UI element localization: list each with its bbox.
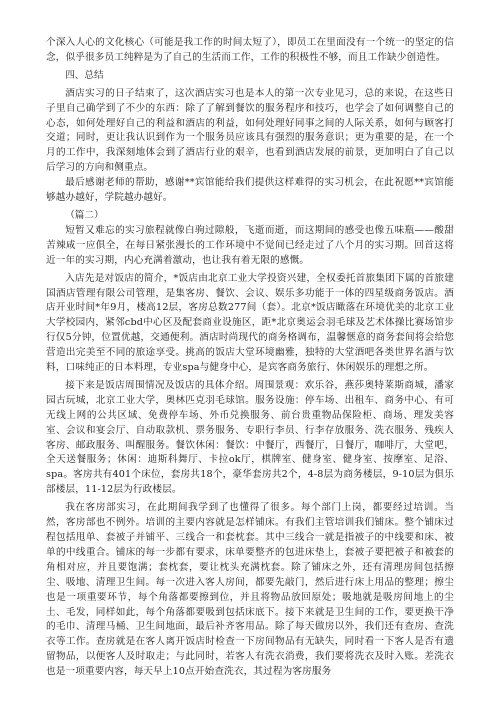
paragraph-thanks: 最后感谢老师的帮助，感谢**宾馆能给我们提供这样难得的实习机会，在此祝愿**宾馆能够越办越好，学院越办越好。 [46, 177, 454, 204]
paragraph-hotel-details: 接下来是饭店周围情况及饭店的具体介绍。周围景观：欢乐谷，燕莎奥特莱斯商城，潘家园古玩城，北京工业大学，奥林匹克羽毛球馆。服务设施：停车场、出租车、商务中心、有可无线上网的公共区域、免费停车场、外币兑换服务、前台贵重物品保险柜、商场、理发美容室、会议和宴会厅、自动取款机、票务服务、专职行李员、行李存放服务、洗衣服务、残疾人客房、邮政服务、叫醒服务。餐饮休闲：餐饮：中餐厅，西餐厅，日餐厅，咖啡厅，大堂吧，全天送餐服务；休闲：迪斯科舞厅、卡拉ok厅，棋牌室、健身室、健身室、按摩室、足浴、spa。客房共有401个床位，套房共18个，豪华套房共2个，4-8层为商务楼层，9-10层为俱乐部楼层，11-12层为行政楼层。 [46, 379, 454, 496]
paragraph-continued: 个深入人心的文化核心（可能是我工作的时间太短了），即员工在里面没有一个统一的坚定的信念，似乎很多员工纯粹是为了自己的生活而工作，工作的积极性不够，而且工作缺少创造性。 [46, 37, 454, 63]
section-heading-part-two: （篇二） [65, 209, 104, 221]
paragraph-housekeeping: 我在客房部实习，在此期间我学到了也懂得了很多。每个部门上岗，都要经过培训。当然，客房部也不例外。培训的主要内容就是怎样铺床。有我们主管培训我们铺床。整个铺床过程包括甩单、套被子并铺平、三线合一和套枕套。其中三线合一就是指被子的中线要和床、被单的中线重合。铺床的每一步都有要求，床单要整齐的包进床垫上，套被子要把被子和被套的角相对应，并且要饱满；套枕套，要让枕头充满枕套。除了铺床之外，还有清理房间包括擦尘、吸地、清理卫生间。每一次进入客人房间，都要先敲门，然后进行床上用品的整理；擦尘也是一项重要环节，每个角落都要擦到位，并且将物品放回原处；吸地就是吸房间地上的尘土、毛发，同样如此，每个角落都要吸到包括床底下。接下来就是卫生间的工作，要更换干净的毛巾、清理马桶、卫生间地面，最后补齐客用品。除了每天做房以外，我们还有查房、查洗衣等工作。查房就是在客人离开饭店时检查一下房间物品有无缺失，同时看一下客人是否有遗留物品，以便客人及时取走；与此同时，若客人有洗衣消费，我们要将洗衣及时入账。差洗衣也是一项重要内容，每天早上10点开始查洗衣，其过程为客房服务 [46, 502, 454, 678]
paragraph-intro: 短暂又难忘的实习旅程就像白驹过隙般，飞逝而逝，而这期间的感受也像五味瓶——酸甜苦辣咸一应俱全，在每日紧张漫长的工作环境中不觉间已经走过了八个月的实习期。回首这将近一年的实习期，内心充满着激动，也让我有着无限的感慨。 [46, 224, 454, 266]
section-heading-summary: 四、总结 [65, 69, 104, 81]
paragraph-summary: 酒店实习的日子结束了，这次酒店实习也是本人的第一次专业见习，总的来说，在这些日子里自己确学到了不少的东西：除了了解到餐饮的服务程序和技巧，也学会了如何调整自己的心态，如何处理好自己的利益和酒店的利益，如何处理好同事之间的人际关系，如何与顾客打交道；同时，更让我认识到作为一个服务员应该具有强烈的服务意识；更为重要的是，在一个月的工作中，我深刻地体会到了酒店行业的艰辛，也看到酒店发展的前景，更加明白了自己以后学习的方向和侧重点。 [46, 87, 454, 174]
paragraph-hotel-intro: 入店先是对饭店的简介，*饭店由北京工业大学投资兴建，全权委托首旅集团下属的首旅建国酒店管理有限公司管理，是集客房、餐饮、会议、娱乐多功能于一体的四星级商务饭店。酒店开业时间*年9月，楼高12层，客房总数277间（套）。北京*饭店瞰落在环境优美的北京工业大学校园内，紧邻cbd中心区及配套商业设施区，距*北京奥运会羽毛球及艺术体操比赛场馆步行仅5分钟，位置优越，交通便利。酒店时尚现代的商务格调布，温馨惬意的商务套间将会给您营造出完美至不同的旅途享受。挑高的饭店大堂环境幽雅，独特的大堂酒吧各类世界名酒与饮料，口味纯正的日本料理，专业spa与健身中心，是宾客商务旅行、休闲娱乐的理想之所。 [46, 272, 454, 374]
